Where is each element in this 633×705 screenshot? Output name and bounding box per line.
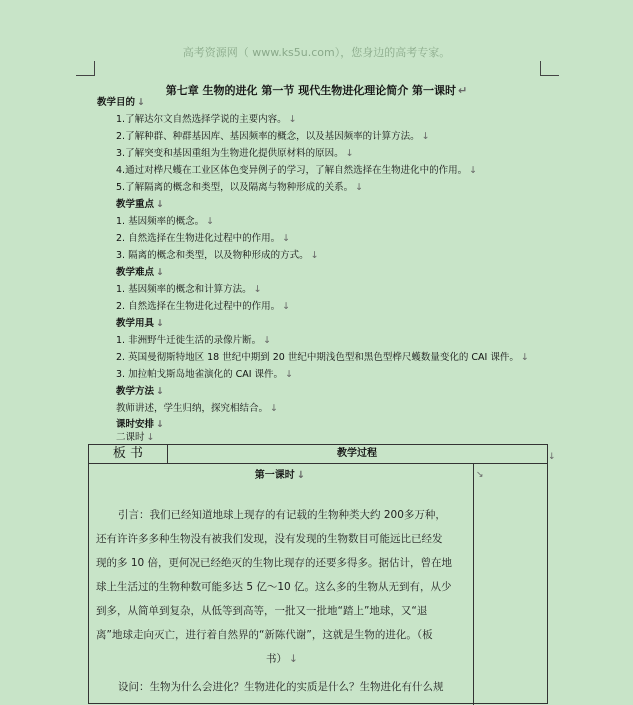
objective-item [116,114,297,126]
paragraph-mark-icon: ↓ [282,233,291,244]
paragraph-mark-icon: ↓ [289,653,298,665]
schedule-text-line [116,432,154,444]
tool-item [116,335,271,347]
difficult-point-text: 2. 自然选择在生物进化过程中的作用。 [116,301,281,312]
tool-text: 1. 非洲野牛迁徙生活的录像片断。 [116,335,262,346]
objective-text: 4.通过对桦尺蠖在工业区体色变异例子的学习，了解自然选择在生物进化中的作用。 [116,165,468,176]
paragraph-mark-icon: ↓ [282,301,291,312]
tool-text: 2. 英国曼彻斯特地区 18 世纪中期到 20 世纪中期浅色型和黑色型桦尺蠖数量变化的 CAI 课件。 [116,352,519,363]
tools-heading-text: 教学用具 [116,318,155,329]
lesson-subtitle [88,466,472,481]
method-text: 教师讲述，学生归纳，探究相结合。 [116,403,269,414]
difficult-point-text: 1. 基因频率的概念和计算方法。 [116,284,252,295]
key-points-heading [116,199,164,211]
paragraph-mark-icon: ↓ [146,432,155,443]
board-header-cell [89,445,168,463]
key-point-text: 2. 自然选择在生物进化过程中的作用。 [116,233,281,244]
paragraph-mark-icon: ↓ [310,250,319,261]
difficult-point-item [116,284,262,296]
paragraph-mark-icon: ↵ [458,84,468,97]
objective-item [116,182,363,194]
paragraph-line-text: 书） [266,653,287,665]
process-label: 教学过程 [337,448,377,459]
paragraph-mark-icon: ↓ [285,369,294,380]
objectives-heading [97,97,145,109]
process-header-cell [167,445,547,463]
key-point-item [116,250,319,262]
paragraph-mark-icon: ↓ [156,386,164,397]
paragraph-mark-icon: ↓ [296,470,306,481]
objective-text: 1.了解达尔文自然选择学说的主要内容。 [116,114,287,125]
objectives-heading-text: 教学目的 [97,97,136,108]
paragraph-line: 球上生活过的生物种数可能多达 5 亿～10 亿。这么多的生物从无到有，从少 [96,581,452,593]
paragraph-line: 引言：我们已经知道地球上现存的有记载的生物种类大约 200多万种， [118,509,446,521]
objective-text: 5.了解隔离的概念和类型，以及隔离与物种形成的关系。 [116,182,354,193]
paragraph-mark-icon: ↓ [469,165,478,176]
crop-mark-top-left [76,61,95,76]
method-text-line [116,403,278,415]
schedule-heading [116,419,164,431]
tool-item [116,369,293,381]
objective-item [116,131,430,143]
key-point-item [116,216,214,228]
paragraph-mark-icon: ↓ [355,182,364,193]
paragraph-mark-icon: ↓ [206,216,215,227]
cell-end-mark-icon: ↘ [476,470,484,480]
paragraph-mark-icon: ↓ [253,284,262,295]
paragraph-line: 到多，从简单到复杂，从低等到高等，一批又一批地“踏上”地球，又“退 [96,605,428,617]
paragraph-line: 现的多 10 倍，更何况已经绝灭的生物比现存的还要多得多。据估计，曾在地 [96,557,453,569]
lesson-subtitle-text: 第一课时 [254,470,295,481]
objective-text: 3.了解突变和基因重组为生物进化提供原材料的原因。 [116,148,344,159]
key-point-text: 3. 隔离的概念和类型，以及物种形成的方式。 [116,250,309,261]
difficult-point-item [116,301,290,313]
schedule-heading-text: 课时安排 [116,419,155,430]
paragraph-line [266,647,298,671]
paragraph-mark-icon: ↓ [421,131,430,142]
paragraph-mark-icon: ↓ [137,97,145,108]
difficult-heading-text: 教学难点 [116,267,155,278]
paragraph-mark-icon: ↓ [520,352,529,363]
paragraph-mark-icon: ↓ [156,267,164,278]
paragraph-line: 还有许许多多种生物没有被我们发现，没有发现的生物数目可能远比已经发 [96,533,443,545]
objective-item [116,165,477,177]
tools-heading [116,318,164,330]
objective-item [116,148,354,160]
objective-text: 2.了解种群、种群基因库、基因频率的概念，以及基因频率的计算方法。 [116,131,420,142]
key-point-item [116,233,290,245]
paragraph-mark-icon: ↓ [263,335,272,346]
key-heading-text: 教学重点 [116,199,155,210]
schedule-text: 二课时 [116,432,145,443]
method-heading [116,386,164,398]
paragraph-line: 设问：生物为什么会进化？生物进化的实质是什么？生物进化有什么规 [118,681,444,693]
crop-mark-top-right [540,61,559,76]
paragraph-mark-icon: ↓ [156,419,164,430]
page-title [0,82,633,98]
key-point-text: 1. 基因频率的概念。 [116,216,205,227]
board-label: 板 书 [112,446,144,461]
paragraph-line: 离”地球走向灭亡，进行着自然界的“新陈代谢”，这就是生物的进化。（板 [96,629,433,641]
paragraph-mark-icon: ↓ [156,318,164,329]
header-note: 高考资源网（ www.ks5u.com），您身边的高考专家。 [182,46,451,59]
difficult-points-heading [116,267,164,279]
table-header-row [89,445,547,464]
paragraph-mark-icon: ↓ [270,403,278,414]
tool-text: 3. 加拉帕戈斯岛地雀演化的 CAI 课件。 [116,369,284,380]
cell-end-mark-icon: ↓ [548,452,556,462]
page-title-text: 第七章 生物的进化 第一节 现代生物进化理论简介 第一课时 [165,84,457,97]
paragraph-mark-icon: ↓ [288,114,297,125]
method-heading-text: 教学方法 [116,386,155,397]
paragraph-mark-icon: ↓ [156,199,164,210]
tool-item [116,352,529,364]
paragraph-mark-icon: ↓ [345,148,354,159]
